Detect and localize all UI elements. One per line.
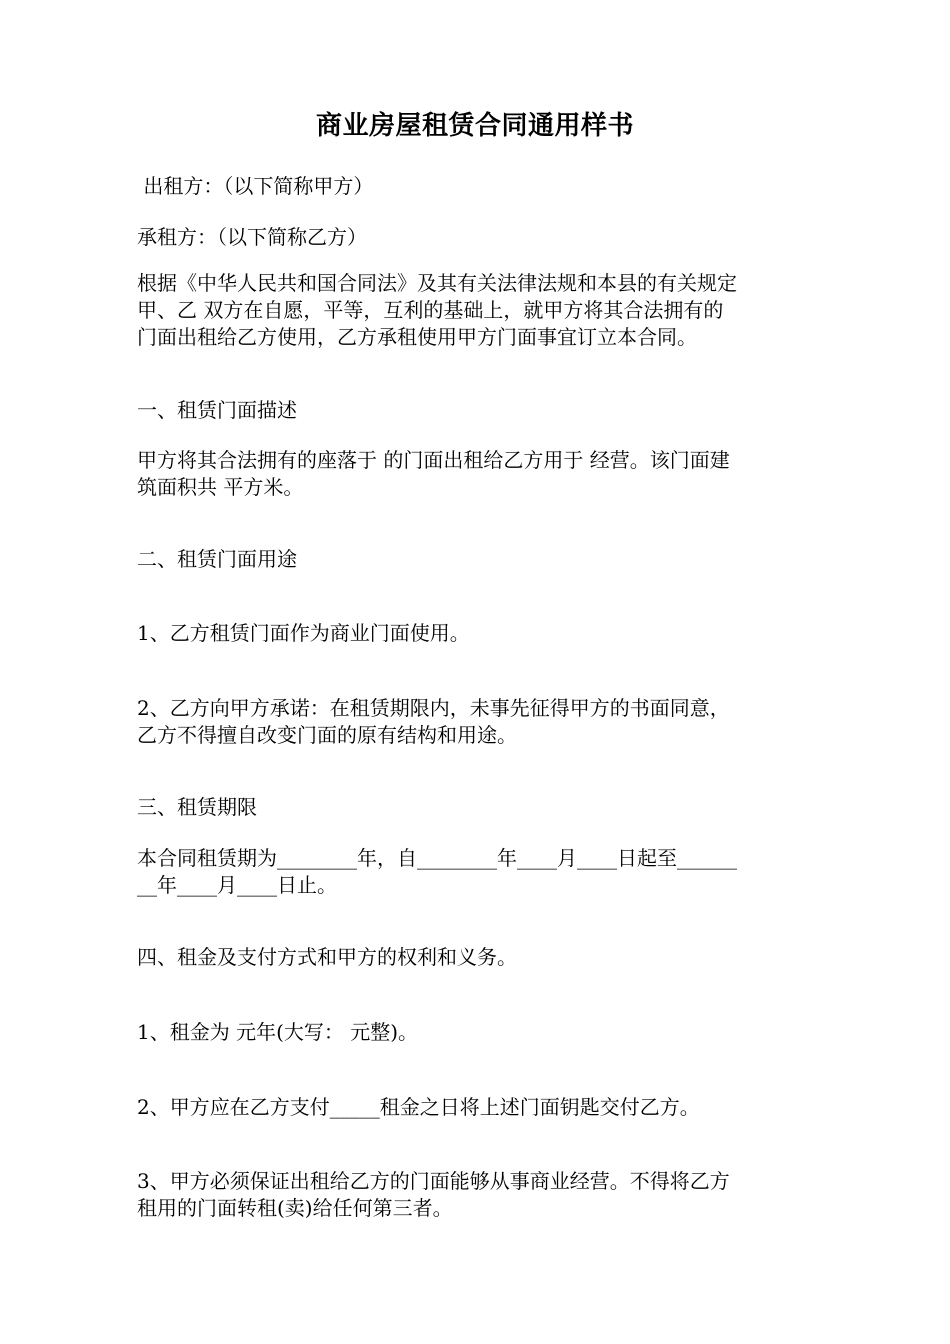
section2-heading: 二、租赁门面用途 <box>137 547 297 571</box>
lessee-line: 承租方：（以下简称乙方） <box>137 225 367 249</box>
intro-line-3: 门面出租给乙方使用，乙方承租使用甲方门面事宜订立本合同。 <box>137 325 697 349</box>
section2-item1: 1、乙方租赁门面作为商业门面使用。 <box>137 621 470 645</box>
section1-heading: 一、租赁门面描述 <box>137 398 297 422</box>
section4-item1: 1、租金为 元年(大写： 元整)。 <box>137 1020 419 1044</box>
section4-item2: 2、甲方应在乙方支付_____租金之日将上述门面钥匙交付乙方。 <box>137 1095 700 1119</box>
intro-line-1: 根据《中华人民共和国合同法》及其有关法律法规和本县的有关规定 <box>137 271 737 295</box>
section2-item2-line-1: 2、乙方向甲方承诺：在租赁期限内，未事先征得甲方的书面同意， <box>137 696 730 720</box>
lessor-line: 出租方：（以下简称甲方） <box>137 174 374 198</box>
intro-line-2: 甲、乙 双方在自愿，平等，互利的基础上，就甲方将其合法拥有的 <box>137 298 724 322</box>
section2-item2-line-2: 乙方不得擅自改变门面的原有结构和用途。 <box>137 723 517 747</box>
section3-body-line-2: __年____月____日止。 <box>137 873 337 897</box>
section3-body-line-1: 本合同租赁期为________年，自________年____月____日起至______ <box>137 846 737 870</box>
section4-item3-line-1: 3、甲方必须保证出租给乙方的门面能够从事商业经营。不得将乙方 <box>137 1169 730 1193</box>
section1-body-line-1: 甲方将其合法拥有的座落于 的门面出租给乙方用于 经营。该门面建 <box>137 448 730 472</box>
section3-heading: 三、租赁期限 <box>137 795 257 819</box>
section4-item3-line-2: 租用的门面转租(卖)给任何第三者。 <box>137 1196 453 1220</box>
section4-heading: 四、租金及支付方式和甲方的权利和义务。 <box>137 945 517 969</box>
section1-body-line-2: 筑面积共 平方米。 <box>137 475 304 499</box>
document-title: 商业房屋租赁合同通用样书 <box>315 111 634 141</box>
